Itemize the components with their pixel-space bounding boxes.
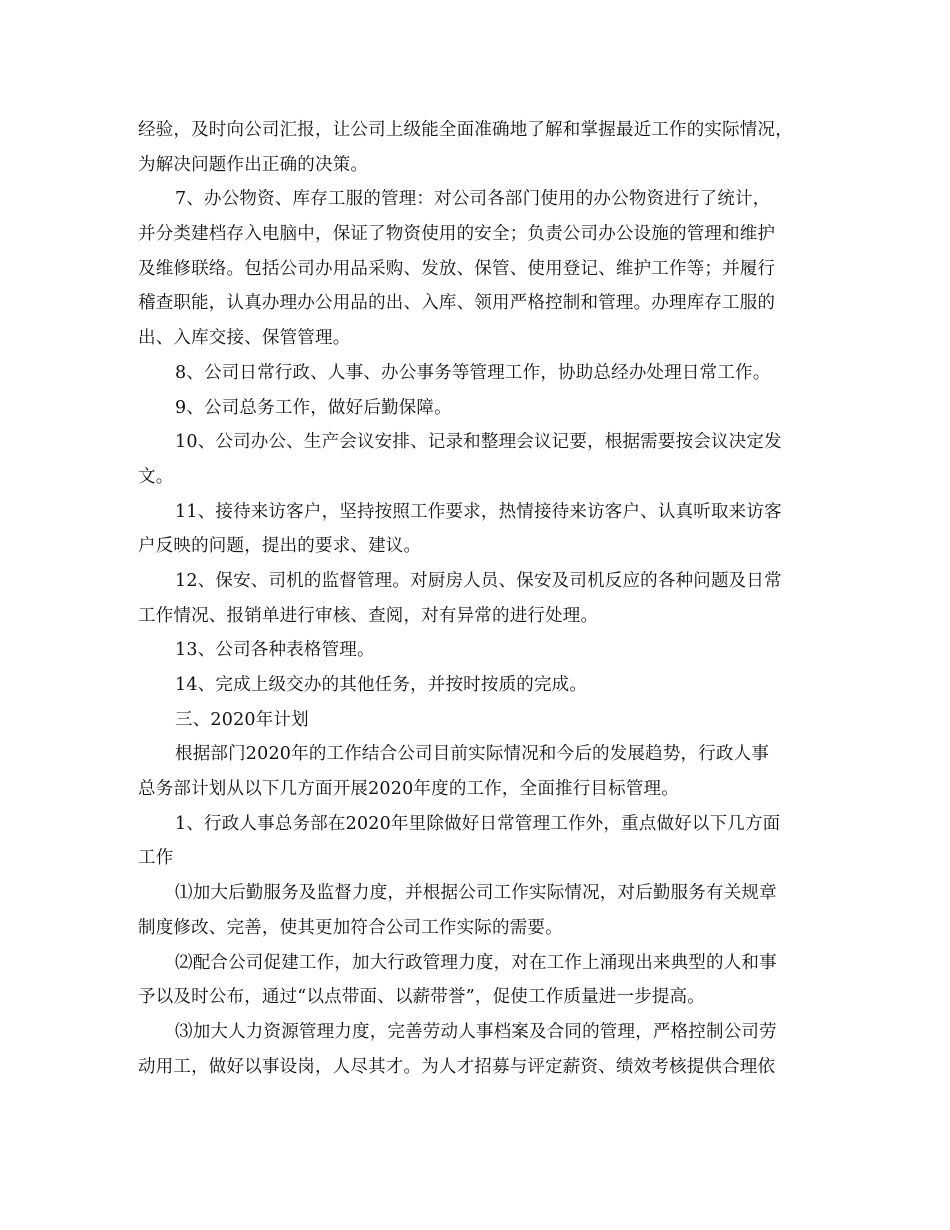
text-line: 总务部计划从以下几方面开展2020年度的工作，全面推行目标管理。	[138, 779, 679, 800]
text-line: ⑵配合公司促建工作，加大行政管理力度，对在工作上涌现出来典型的人和事	[175, 952, 777, 973]
text-line: 并分类建档存入电脑中，保证了物资使用的安全；负责公司办公设施的管理和维护	[138, 224, 776, 245]
text-line: 根据部门2020年的工作结合公司目前实际情况和今后的发展趋势，行政人事	[175, 744, 770, 765]
text-line: 文。	[138, 466, 174, 487]
document-body	[138, 113, 818, 1084]
text-line: 1、行政人事总务部在2020年里除做好日常管理工作外，重点做好以下几方面	[175, 813, 781, 834]
text-line: 稽查职能，认真办理办公用品的出、入库、领用严格控制和管理。办理库存工服的	[138, 293, 776, 314]
text-line: 13、公司各种表格管理。	[175, 640, 375, 661]
text-line: 经验，及时向公司汇报，让公司上级能全面准确地了解和掌握最近工作的实际情况，	[138, 120, 793, 140]
text-line: 动用工，做好以事设岗，人尽其才。为人才招募与评定薪资、绩效考核提供合理依	[138, 1056, 776, 1077]
text-line: 10、公司办公、生产会议安排、记录和整理会议记要，根据需要按会议决定发	[175, 432, 782, 453]
text-line: 8、公司日常行政、人事、办公事务等管理工作，协助总经办处理日常工作。	[175, 362, 771, 383]
text-line: 及维修联络。包括公司办用品采购、发放、保管、使用登记、维护工作等；并履行	[138, 258, 776, 279]
text-line: 为解决问题作出正确的决策。	[138, 154, 369, 175]
text-line: 9、公司总务工作，做好后勤保障。	[175, 397, 452, 418]
text-line: 予以及时公布，通过“以点带面、以薪带誉”，促使工作质量进一步提高。	[138, 987, 705, 1008]
text-line: 12、保安、司机的监督管理。对厨房人员、保安及司机反应的各种问题及日常	[175, 570, 782, 591]
text-line: 户反映的问题，提出的要求、建议。	[138, 536, 422, 557]
text-line: ⑶加大人力资源管理力度，完善劳动人事档案及合同的管理，严格控制公司劳	[175, 1021, 777, 1042]
text-line: 出、入库交接、保管管理。	[138, 328, 351, 349]
section-heading: 三、2020年计划	[175, 709, 309, 730]
text-line: 14、完成上级交办的其他任务，并按时按质的完成。	[175, 675, 588, 695]
text-line: ⑴加大后勤服务及监督力度，并根据公司工作实际情况，对后勤服务有关规章	[175, 883, 777, 904]
text-line: 制度修改、完善，使其更加符合公司工作实际的需要。	[138, 917, 563, 938]
text-line: 11、接待来访客户，坚持按照工作要求，热情接待来访客户、认真听取来访客	[175, 501, 782, 522]
text-line: 工作	[138, 848, 174, 869]
text-line: 工作情况、报销单进行审核、查阅，对有异常的进行处理。	[138, 605, 599, 626]
text-line: 7、办公物资、库存工服的管理：对公司各部门使用的办公物资进行了统计，	[175, 189, 771, 210]
